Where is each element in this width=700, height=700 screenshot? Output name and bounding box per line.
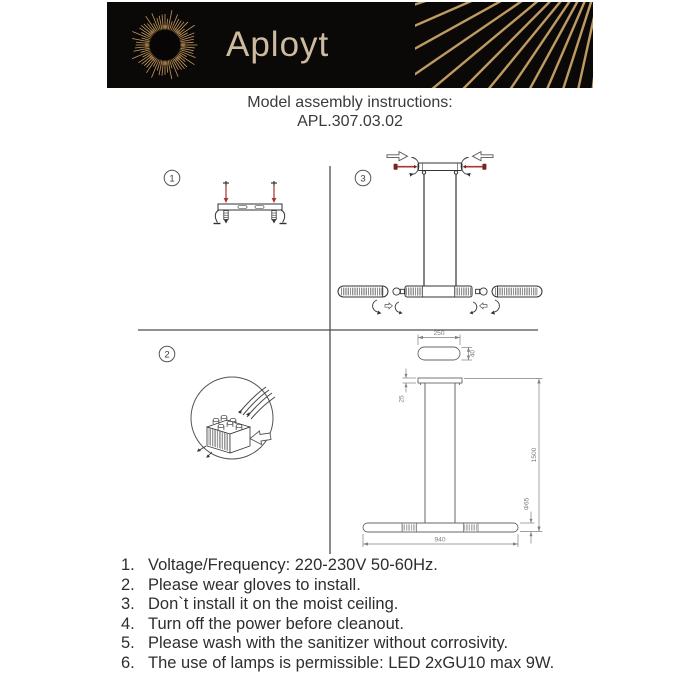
sunburst-center bbox=[150, 30, 180, 60]
step1-label: 1 bbox=[169, 173, 175, 185]
item-number: 4. bbox=[121, 614, 135, 633]
item-text: Voltage/Frequency: 220-230V 50-60Hz. bbox=[148, 556, 438, 574]
item-number: 3. bbox=[121, 595, 135, 614]
shade-right bbox=[492, 286, 542, 297]
item-text: The use of lamps is permissible: LED 2xGU10 max 9W. bbox=[148, 653, 555, 672]
dim-tube-diameter: Φ65 bbox=[523, 497, 531, 511]
instruction-item-2 bbox=[121, 576, 554, 596]
bulb-right-icon bbox=[476, 288, 488, 295]
item-number: 5. bbox=[121, 634, 135, 653]
dimensions-drawing bbox=[363, 330, 543, 547]
brand-banner bbox=[107, 2, 593, 88]
twist-arrows bbox=[373, 300, 500, 315]
dim-canopy-thickness: 25 bbox=[398, 395, 406, 403]
instruction-item-5 bbox=[121, 634, 554, 654]
dim-canopy-height: 40 bbox=[469, 349, 477, 358]
step2-badge bbox=[159, 346, 175, 362]
screw-left bbox=[223, 181, 229, 224]
push-arrow-right-icon bbox=[473, 152, 494, 161]
item-number: 2. bbox=[121, 575, 135, 594]
insert-arrow-icon bbox=[250, 431, 271, 445]
instructions-list bbox=[121, 556, 554, 674]
dim-fixture-length: 940 bbox=[434, 536, 446, 544]
wires bbox=[238, 387, 275, 419]
brand-name: Aployt bbox=[226, 25, 330, 64]
step3-assembly-drawing bbox=[338, 152, 542, 315]
shade-left bbox=[338, 286, 388, 297]
screw-right bbox=[271, 181, 277, 224]
item-number: 1. bbox=[121, 556, 135, 574]
banner-rays-decoration-icon bbox=[415, 2, 593, 88]
item-text: Please wash with the sanitizer without corrosivity. bbox=[148, 634, 509, 653]
assembly-diagram bbox=[100, 140, 620, 560]
item-text: Don`t install it on the moist ceiling. bbox=[148, 595, 399, 614]
instruction-item-3 bbox=[121, 595, 554, 615]
item-text: Please wear gloves to install. bbox=[148, 575, 361, 594]
instruction-item-4 bbox=[121, 615, 554, 635]
push-arrow-left-icon bbox=[387, 152, 408, 161]
step3-badge bbox=[355, 170, 371, 186]
instruction-item-6 bbox=[121, 654, 554, 674]
step1-badge bbox=[164, 170, 180, 186]
step2-wiring-detail-drawing bbox=[191, 377, 275, 459]
instructions-title: Model assembly instructions: bbox=[247, 94, 453, 111]
step2-label: 2 bbox=[164, 349, 170, 361]
step3-label: 3 bbox=[360, 173, 366, 185]
bulb-left-icon bbox=[393, 288, 405, 295]
sunburst-logo-icon bbox=[117, 5, 213, 85]
instruction-item-1 bbox=[121, 556, 554, 576]
screw-left bbox=[394, 164, 418, 170]
dim-canopy-length: 250 bbox=[433, 329, 445, 337]
item-text: Turn off the power before cleanout. bbox=[148, 614, 404, 633]
model-number: APL.307.03.02 bbox=[297, 112, 403, 130]
dim-overall-height: 1500 bbox=[531, 447, 538, 463]
item-number: 6. bbox=[121, 653, 135, 672]
screw-right bbox=[463, 164, 487, 170]
title-block bbox=[0, 94, 700, 131]
step1-bracket-drawing bbox=[214, 181, 287, 224]
